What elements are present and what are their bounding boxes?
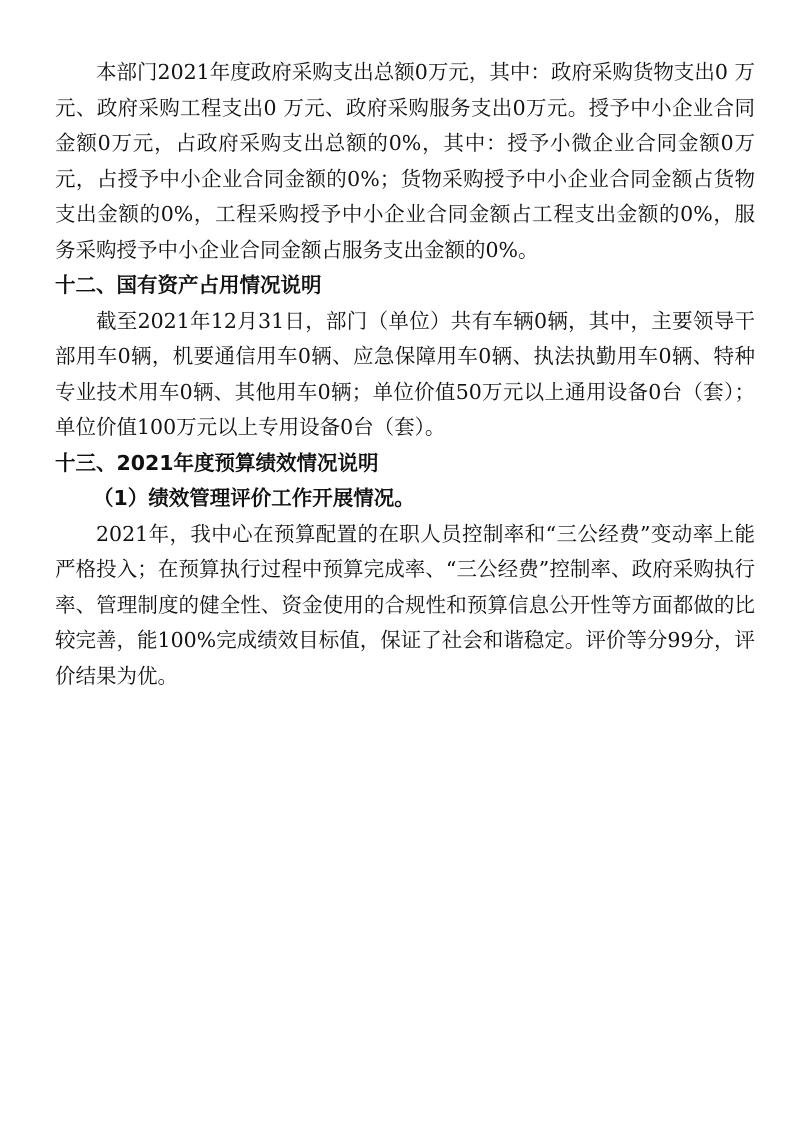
section-heading-assets: 十二、国有资产占用情况说明	[55, 273, 322, 297]
procurement-paragraph: 本部门2021年度政府采购支出总额0万元，其中：政府采购货物支出0 万元、政府采购工程支出0 万元、政府采购服务支出0万元。授予中小企业合同金额0万元，占政府采购支出总额的0%，其中：授予小微企业合同金额0万元，占授予中小企业合同金额的0%；货物采购授予中小企业合同金额占货物支出金额的0%，工程采购授予中小企业合同金额占工程支出金额的0%，服务采购授予中小企业合同金额占服务支出金额的0%。	[55, 60, 755, 262]
assets-paragraph: 截至2021年12月31日，部门（单位）共有车辆0辆，其中，主要领导干部用车0辆，机要通信用车0辆、应急保障用车0辆、执法执勤用车0辆、特种专业技术用车0辆、其他用车0辆；单位价值50万元以上通用设备0台（套）；单位价值100万元以上专用设备0台（套）。	[55, 308, 755, 439]
performance-paragraph: 2021年，我中心在预算配置的在职人员控制率和“三公经费”变动率上能严格投入；在预算执行过程中预算完成率、“三公经费”控制率、政府采购执行率、管理制度的健全性、资金使用的合规性和预算信息公开性等方面都做的比较完善，能100%完成绩效目标值，保证了社会和谐稳定。评价等分99分，评价结果为优。	[55, 521, 755, 688]
subheading-evaluation: （1）绩效管理评价工作开展情况。	[93, 486, 415, 510]
document-page	[55, 55, 755, 694]
section-heading-performance: 十三、2021年度预算绩效情况说明	[55, 450, 379, 475]
